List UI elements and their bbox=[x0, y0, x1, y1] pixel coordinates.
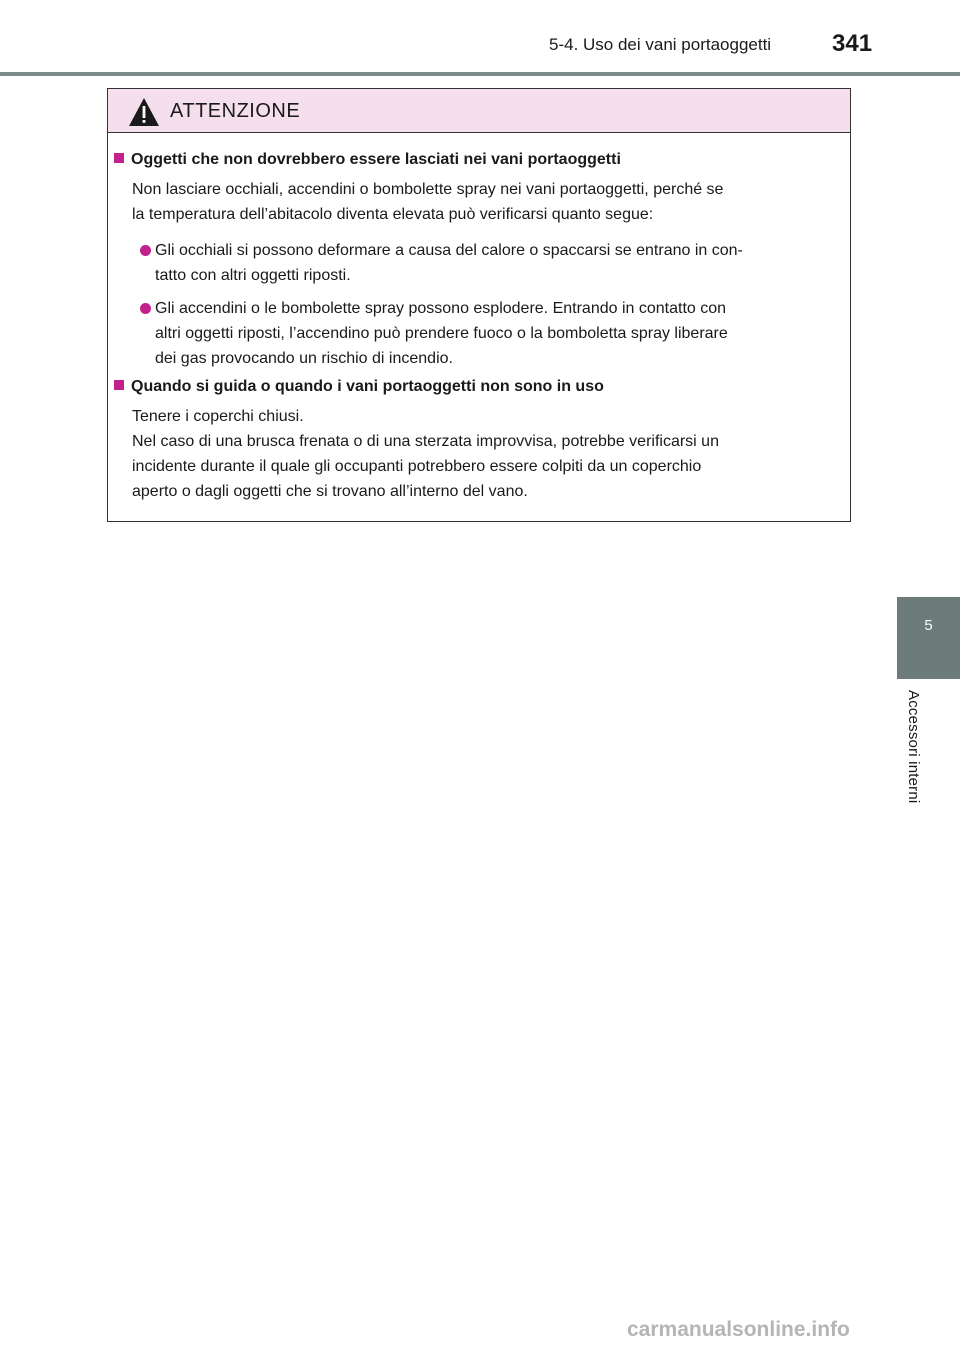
square-bullet-icon bbox=[114, 153, 124, 163]
paragraph-line: Tenere i coperchi chiusi. bbox=[132, 408, 304, 425]
paragraph-line: la temperatura dell’abitacolo diventa elevata può verificarsi quanto segue: bbox=[132, 206, 654, 223]
section-heading-text: Quando si guida o quando i vani portaoggetti non sono in uso bbox=[131, 378, 604, 395]
caution-header bbox=[108, 89, 850, 133]
section-heading bbox=[114, 378, 840, 396]
bullet-line: Gli occhiali si possono deformare a causa del calore o spaccarsi se entrano in con- bbox=[155, 242, 743, 259]
paragraph-line: Non lasciare occhiali, accendini o bombolette spray nei vani portaoggetti, perché se bbox=[132, 181, 724, 198]
header-rule bbox=[0, 72, 960, 76]
bullet-line: tatto con altri oggetti riposti. bbox=[155, 267, 351, 284]
square-bullet-icon bbox=[114, 380, 124, 390]
bullet-line: Gli accendini o le bombolette spray possono esplodere. Entrando in contatto con bbox=[155, 300, 727, 317]
round-bullet-icon bbox=[140, 303, 151, 314]
chapter-label: Accessori interni bbox=[905, 690, 922, 804]
paragraph-line: Nel caso di una brusca frenata o di una sterzata improvvisa, potrebbe verificarsi un bbox=[132, 433, 719, 450]
caution-body bbox=[108, 132, 850, 521]
page-number: 341 bbox=[832, 30, 873, 57]
watermark: carmanualsonline.info bbox=[627, 1318, 850, 1341]
bullet-line: altri oggetti riposti, l’accendino può prendere fuoco o la bomboletta spray liberare bbox=[155, 325, 728, 342]
section-heading-text: Oggetti che non dovrebbero essere lasciati nei vani portaoggetti bbox=[131, 151, 621, 168]
caution-title: ATTENZIONE bbox=[170, 100, 301, 122]
chapter-tab bbox=[897, 597, 960, 679]
paragraph bbox=[132, 404, 838, 504]
paragraph bbox=[132, 177, 838, 227]
bullet-item bbox=[132, 296, 840, 371]
paragraph-line: incidente durante il quale gli occupanti potrebbero essere colpiti da un coperchio bbox=[132, 458, 702, 475]
chapter-number: 5 bbox=[924, 617, 933, 634]
bullet-line: dei gas provocando un rischio di incendio. bbox=[155, 350, 453, 367]
section-title: 5-4. Uso dei vani portaoggetti bbox=[549, 35, 772, 54]
round-bullet-icon bbox=[140, 245, 151, 256]
caution-box bbox=[107, 88, 851, 522]
bullet-item bbox=[132, 238, 840, 288]
warning-triangle-icon bbox=[128, 97, 160, 127]
paragraph-line: aperto o dagli oggetti che si trovano all’interno del vano. bbox=[132, 483, 528, 500]
section-heading bbox=[114, 151, 840, 169]
